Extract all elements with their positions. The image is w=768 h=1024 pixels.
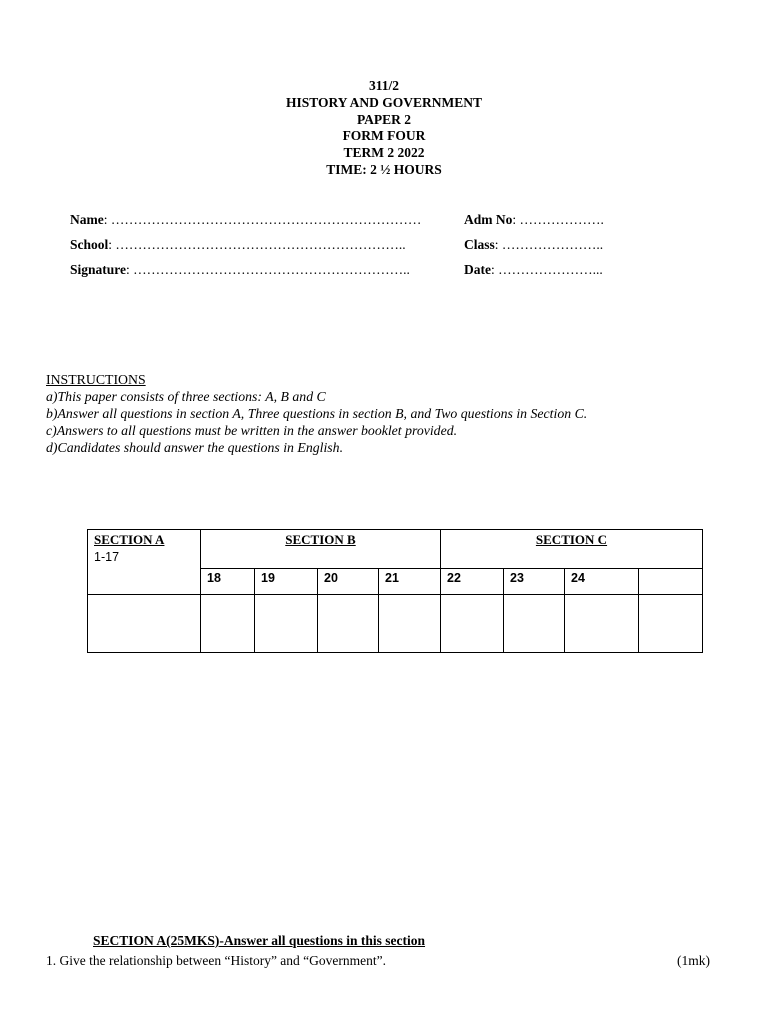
section-b-label: SECTION B — [285, 532, 356, 547]
question-number-cell: 22 — [441, 569, 504, 595]
score-table — [87, 529, 703, 653]
question-1-text: 1. Give the relationship between “History” and “Government”. — [46, 953, 387, 968]
instruction-item: d)Candidates should answer the questions in English. — [46, 440, 344, 455]
score-cell[interactable] — [565, 595, 639, 653]
score-cell[interactable] — [318, 595, 379, 653]
paper-number: PAPER 2 — [356, 111, 412, 127]
class-field[interactable]: : ………………….. — [494, 237, 604, 252]
signature-field[interactable]: : …………………………………………………….. — [126, 262, 410, 277]
signature-row — [70, 262, 603, 280]
question-1-marks: (1mk) — [677, 953, 710, 968]
school-label: School — [70, 237, 109, 252]
instructions-title: INSTRUCTIONS — [46, 372, 146, 387]
signature-label: Signature — [70, 262, 127, 277]
question-number-cell: 24 — [565, 569, 639, 595]
section-c-label: SECTION C — [535, 532, 608, 547]
date-label: Date — [464, 262, 491, 277]
school-field[interactable]: : ……………………………………………………….. — [108, 237, 406, 252]
question-number-cell: 19 — [255, 569, 318, 595]
adm-no-label: Adm No — [464, 212, 513, 227]
name-label: Name — [70, 212, 104, 227]
paper-header — [0, 78, 768, 179]
paper-code: 311/2 — [368, 78, 399, 93]
question-number-cell: 21 — [379, 569, 441, 595]
school-row — [70, 237, 604, 255]
section-a-label: SECTION A — [94, 532, 165, 547]
score-cell[interactable] — [441, 595, 504, 653]
adm-no-field[interactable]: : ………………. — [512, 212, 604, 227]
section-c-header-cell — [441, 530, 703, 569]
score-cell[interactable] — [379, 595, 441, 653]
instructions — [46, 371, 587, 456]
question-number-cell: 20 — [318, 569, 379, 595]
section-a-heading: SECTION A(25MKS)-Answer all questions in this section — [93, 933, 426, 948]
paper-time: TIME: 2 ½ HOURS — [326, 161, 442, 177]
instruction-item: b)Answer all questions in section A, Three questions in section B, and Two questions in Section C. — [46, 406, 588, 421]
instruction-item: a)This paper consists of three sections: A, B and C — [46, 389, 326, 404]
instruction-item: c)Answers to all questions must be written in the answer booklet provided. — [46, 423, 458, 438]
paper-form: FORM FOUR — [342, 128, 426, 144]
score-cell[interactable] — [88, 595, 201, 653]
score-cell[interactable] — [504, 595, 565, 653]
class-label: Class — [464, 237, 495, 252]
section-a-range: 1-17 — [94, 550, 120, 564]
score-cell[interactable] — [201, 595, 255, 653]
question-number-cell: 23 — [504, 569, 565, 595]
name-field[interactable]: : …………………………………………………………… — [103, 212, 422, 227]
score-cell[interactable] — [639, 595, 703, 653]
section-b-header-cell — [201, 530, 441, 569]
name-row — [70, 212, 604, 230]
question-number-cell: 18 — [201, 569, 255, 595]
paper-subject: HISTORY AND GOVERNMENT — [285, 94, 483, 110]
score-cell[interactable] — [255, 595, 318, 653]
paper-term: TERM 2 2022 — [343, 145, 425, 161]
date-field[interactable]: : …………………... — [491, 262, 603, 277]
question-number-cell — [639, 569, 703, 595]
section-a-header-cell — [88, 530, 201, 595]
